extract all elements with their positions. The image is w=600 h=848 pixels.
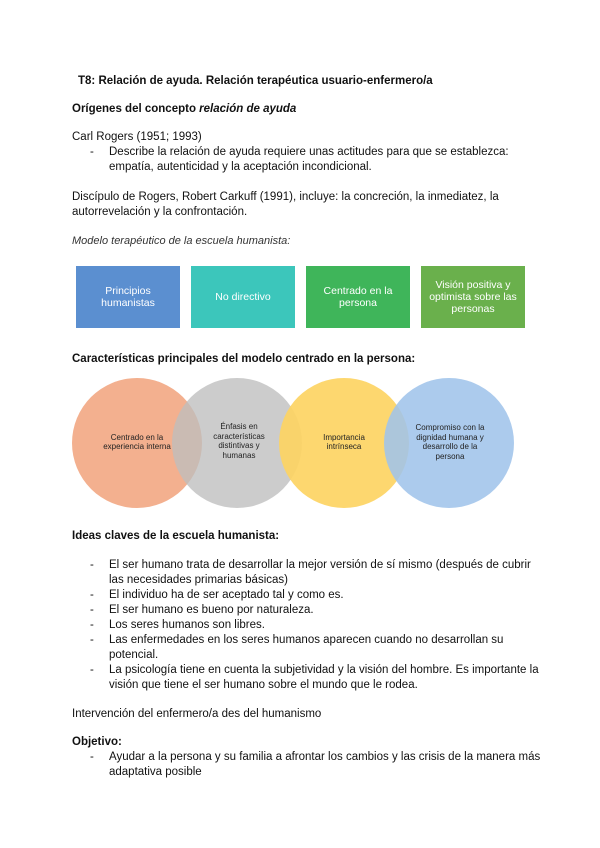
bullet-dash: - [90, 589, 94, 601]
rogers-item-line1: Describe la relación de ayuda requiere unas actitudes para que se establezca: [109, 146, 509, 158]
bullet-dash: - [90, 619, 94, 631]
page-title: T8: Relación de ayuda. Relación terapéutica usuario-enfermero/a [78, 75, 433, 87]
intervention-line: Intervención del enfermero/a des del humanismo [72, 708, 322, 720]
origins-heading-italic: relación de ayuda [199, 103, 297, 115]
idea-item-line1: El ser humano es bueno por naturaleza. [109, 604, 314, 616]
idea-item-line2: visión que tiene el ser humano sobre el mundo que le rodea. [109, 679, 418, 691]
origins-heading [72, 102, 296, 117]
circle-importance-label: Importancia intrínseca [323, 432, 365, 451]
objective-heading: Objetivo: [72, 736, 122, 748]
bullet-dash: - [90, 559, 94, 571]
circle-emphasis-label: Énfasis en características distintivas y humanas [213, 422, 265, 460]
model-box-person-centered: Centrado en la persona [306, 266, 410, 328]
rogers-item-line2: empatía, autenticidad y la aceptación incondicional. [109, 161, 372, 173]
idea-item-line1: La psicología tiene en cuenta la subjetividad y la visión del hombre. Es importante la [109, 664, 539, 676]
bullet-dash: - [90, 634, 94, 646]
circle-commitment-label: Compromiso con la dignidad humana y desarrollo de la persona [415, 423, 485, 461]
model-box-non-directive: No directivo [191, 266, 295, 328]
idea-item-line2: las necesidades primarias básicas) [109, 574, 288, 586]
bullet-dash: - [90, 146, 94, 158]
idea-item-line1: El individuo ha de ser aceptado tal y como es. [109, 589, 344, 601]
origins-heading-text: Orígenes del concepto [72, 103, 200, 115]
objective-line2: adaptativa posible [109, 766, 202, 778]
idea-item-line1: El ser humano trata de desarrollar la mejor versión de sí mismo (después de cubrir [109, 559, 531, 571]
ideas-heading: Ideas claves de la escuela humanista: [72, 530, 280, 542]
circle-experience-label: Centrado en la experiencia interna [103, 432, 171, 451]
model-heading: Modelo terapéutico de la escuela humanista: [72, 235, 291, 247]
model-box-positive-vision: Visión positiva y optimista sobre las personas [421, 266, 525, 328]
model-box-principles: Principios humanistas [76, 266, 180, 328]
idea-item-line1: Las enfermedades en los seres humanos aparecen cuando no desarrollan su [109, 634, 504, 646]
idea-item-line2: potencial. [109, 649, 159, 661]
rogers-line: Carl Rogers (1951; 1993) [72, 131, 202, 143]
carkuff-line2: autorrevelación y la confrontación. [72, 206, 248, 218]
bullet-dash: - [90, 604, 94, 616]
bullet-dash: - [90, 751, 94, 763]
idea-item-line1: Los seres humanos son libres. [109, 619, 265, 631]
objective-line1: Ayudar a la persona y su familia a afrontar los cambios y las crisis de la manera más [109, 751, 541, 763]
carkuff-line1: Discípulo de Rogers, Robert Carkuff (1991), incluye: la concreción, la inmediatez, la [72, 191, 499, 203]
characteristics-heading: Características principales del modelo centrado en la persona: [72, 353, 416, 365]
bullet-dash: - [90, 664, 94, 676]
